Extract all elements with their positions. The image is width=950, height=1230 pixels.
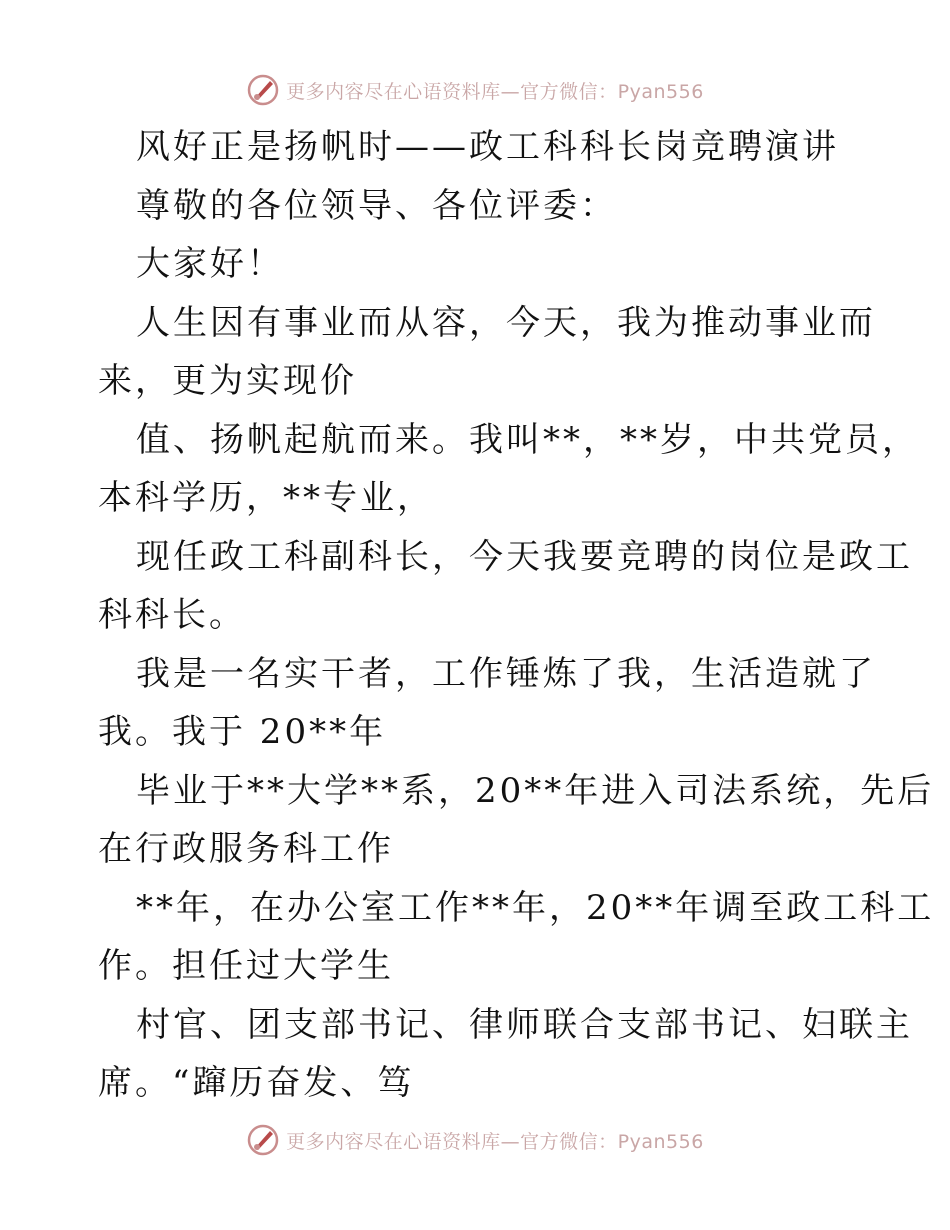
paragraph-line: 在行政服务科工作 xyxy=(98,829,394,869)
footer-banner-text: 更多内容尽在心语资料库—官方微信：Pyan556 xyxy=(286,1130,704,1153)
salutation: 尊敬的各位领导、各位评委： xyxy=(136,185,617,226)
paragraph-line: 毕业于**大学**系，20**年进入司法系统，先后 xyxy=(136,770,935,811)
paragraph-line: 科科长。 xyxy=(98,595,246,635)
greeting: 大家好！ xyxy=(136,244,284,284)
paragraph-line: 作。担任过大学生 xyxy=(98,946,394,986)
paragraph-line: 我是一名实干者，工作锤炼了我，生活造就了 xyxy=(136,653,876,694)
quill-circle-logo-icon xyxy=(246,73,280,107)
paragraph-line: 来，更为实现价 xyxy=(98,361,357,401)
footer-banner xyxy=(0,1120,950,1160)
header-banner-text: 更多内容尽在心语资料库—官方微信：Pyan556 xyxy=(286,80,704,103)
paragraph-line: 席。“蹿历奋发、笃 xyxy=(98,1063,415,1103)
header-banner xyxy=(0,70,950,110)
quill-circle-logo-icon xyxy=(246,1123,280,1157)
paragraph-line: 本科学历，**专业， xyxy=(98,478,434,518)
paragraph-line: 村官、团支部书记、律师联合支部书记、妇联主 xyxy=(136,1004,913,1045)
paragraph-line: 现任政工科副科长，今天我要竞聘的岗位是政工 xyxy=(136,536,913,577)
paragraph-line: 人生因有事业而从容，今天，我为推动事业而 xyxy=(136,302,876,343)
document-title: 风好正是扬帆时——政工科科长岗竞聘演讲 xyxy=(136,127,839,167)
paragraph-line: **年，在办公室工作**年，20**年调至政工科工 xyxy=(136,887,935,928)
paragraph-line: 我。我于 20**年 xyxy=(98,712,387,752)
paragraph-line: 值、扬帆起航而来。我叫**，**岁，中共党员， xyxy=(136,419,919,460)
document-body xyxy=(98,118,935,1113)
